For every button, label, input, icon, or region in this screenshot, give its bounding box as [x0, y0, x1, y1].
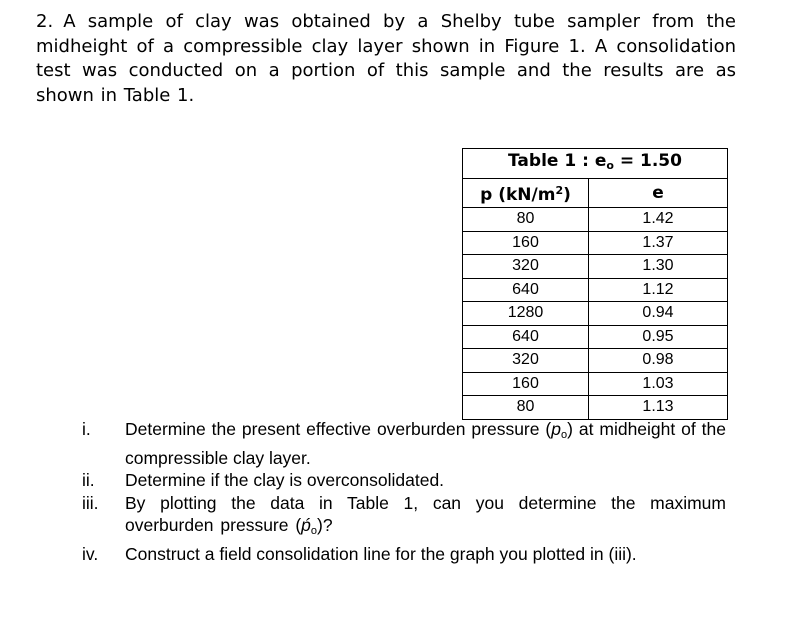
task-text	[125, 492, 726, 543]
task-text: Construct a field consolidation line for the graph you plotted in (iii).	[125, 543, 637, 564]
task-text-after: )?	[317, 515, 333, 535]
pressure-header-label: p (kN/m	[480, 185, 556, 205]
pressure-cell: 80	[463, 396, 589, 420]
table-caption-suffix: = 1.50	[613, 151, 682, 171]
table-row	[463, 302, 728, 326]
max-pressure-variable: ṕ	[301, 515, 311, 535]
list-item	[36, 418, 736, 469]
pressure-cell: 1280	[463, 302, 589, 326]
question-text: A sample of clay was obtained by a Shelby tube sampler from the midheight of a compressible clay layer shown in Figure 1. A consolidation test was conducted on a portion of this sample and the results are as shown in Table 1.	[36, 11, 736, 106]
table-row	[463, 325, 728, 349]
table-caption-subscript: o	[606, 159, 614, 172]
void-ratio-cell: 1.37	[589, 231, 728, 255]
pressure-cell: 640	[463, 278, 589, 302]
question-number: 2.	[36, 11, 54, 32]
column-header-pressure	[463, 179, 589, 208]
table-row	[463, 231, 728, 255]
void-ratio-cell: 1.12	[589, 278, 728, 302]
pressure-variable: p	[551, 419, 561, 439]
pressure-cell: 320	[463, 349, 589, 373]
column-header-void-ratio: e	[589, 179, 728, 208]
void-ratio-cell: 0.94	[589, 302, 728, 326]
max-pressure-variable-subscript: o	[310, 525, 318, 537]
pressure-cell: 80	[463, 208, 589, 232]
pressure-header-close: )	[563, 185, 571, 205]
task-numeral: iii.	[82, 492, 99, 513]
task-numeral: i.	[82, 419, 91, 439]
void-ratio-cell: 1.13	[589, 396, 728, 420]
table-row	[463, 372, 728, 396]
task-numeral: ii.	[82, 470, 95, 490]
table-row	[463, 278, 728, 302]
void-ratio-cell: 1.42	[589, 208, 728, 232]
results-table-container	[462, 148, 728, 420]
table-row	[463, 208, 728, 232]
task-text: Determine if the clay is overconsolidated.	[125, 470, 445, 490]
task-text-before: By plotting the data in Table 1, can you determine the maximum overburden pressure (	[125, 492, 726, 535]
pressure-variable-subscript: o	[560, 429, 568, 441]
pressure-header-superscript: 2	[555, 184, 564, 197]
void-ratio-cell: 1.30	[589, 255, 728, 279]
task-list	[36, 418, 736, 565]
question-paragraph	[36, 10, 736, 108]
consolidation-results-table	[462, 148, 728, 420]
table-caption-prefix: Table 1 : e	[508, 151, 607, 171]
pressure-cell: 320	[463, 255, 589, 279]
pressure-cell: 160	[463, 231, 589, 255]
task-text	[125, 418, 726, 469]
list-item	[36, 469, 736, 492]
table-row	[463, 396, 728, 420]
void-ratio-cell: 0.98	[589, 349, 728, 373]
pressure-cell: 640	[463, 325, 589, 349]
void-ratio-cell: 1.03	[589, 372, 728, 396]
table-row	[463, 349, 728, 373]
void-ratio-cell: 0.95	[589, 325, 728, 349]
table-caption	[463, 149, 728, 179]
task-numeral: iv.	[82, 543, 99, 564]
table-row	[463, 255, 728, 279]
pressure-cell: 160	[463, 372, 589, 396]
list-item	[36, 492, 736, 543]
task-text-after: ) at midheight of the compressible clay layer.	[125, 419, 727, 468]
list-item	[36, 543, 736, 566]
task-text-before: Determine the present effective overburden pressure (	[125, 419, 552, 439]
